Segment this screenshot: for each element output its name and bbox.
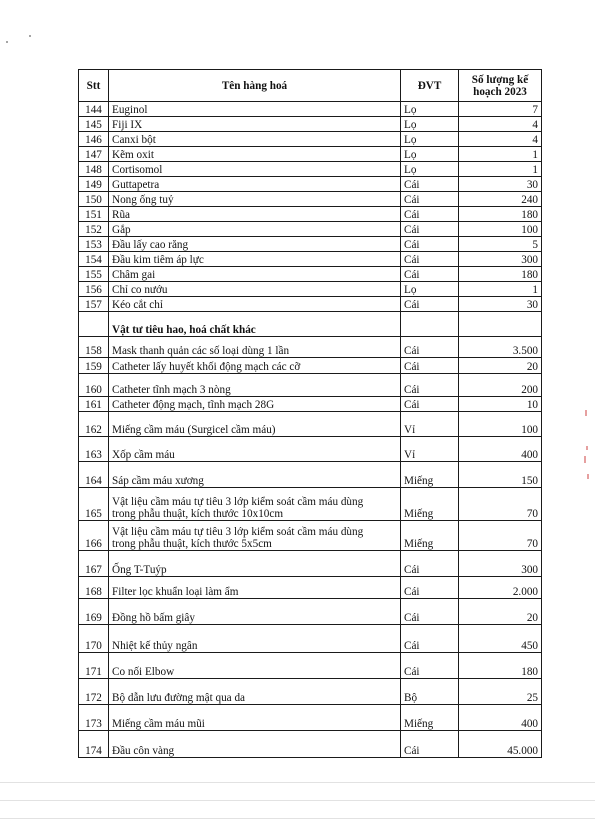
row-stt: 144 (79, 102, 109, 117)
row-item-name: Canxi bột (109, 132, 401, 147)
row-item-name-line2: trong phẫu thuật, kích thước 5x5cm (112, 538, 272, 550)
row-item-name: Filter lọc khuẩn loại làm ẩm (109, 577, 401, 599)
supply-plan-table (78, 69, 542, 758)
table-row (79, 358, 542, 374)
row-item-name: Chỉ co nướu (109, 282, 401, 297)
table-row (79, 132, 542, 147)
row-unit: Cái (401, 625, 459, 653)
table-row (79, 705, 542, 731)
row-quantity: 5 (459, 237, 542, 252)
scan-speck (6, 41, 8, 43)
row-unit: Miếng (401, 462, 459, 488)
row-unit: Cái (401, 358, 459, 374)
row-quantity: 150 (459, 462, 542, 488)
table-row (79, 102, 542, 117)
row-unit: Cái (401, 252, 459, 267)
row-unit: Cái (401, 374, 459, 397)
row-quantity: 300 (459, 252, 542, 267)
row-stt: 145 (79, 117, 109, 132)
row-unit: Cái (401, 577, 459, 599)
row-unit: Cái (401, 222, 459, 237)
row-item-name: Kẽm oxit (109, 147, 401, 162)
table-row (79, 437, 542, 462)
row-stt: 158 (79, 337, 109, 358)
row-stt: 146 (79, 132, 109, 147)
section-quantity-empty (459, 312, 542, 337)
table-row (79, 731, 542, 758)
row-unit: Cái (401, 297, 459, 312)
row-item-name: Đầu côn vàng (109, 731, 401, 758)
margin-mark (584, 456, 586, 463)
table-row (79, 177, 542, 192)
row-stt: 157 (79, 297, 109, 312)
row-unit: Cái (401, 237, 459, 252)
table-row (79, 521, 542, 551)
row-unit: Cái (401, 207, 459, 222)
table-row (79, 462, 542, 488)
row-item-name (109, 521, 401, 551)
row-unit: Lọ (401, 102, 459, 117)
row-item-name: Mask thanh quản các số loại dùng 1 lần (109, 337, 401, 358)
row-stt: 170 (79, 625, 109, 653)
row-unit: Cái (401, 653, 459, 679)
row-item-name: Fiji IX (109, 117, 401, 132)
row-unit: Cái (401, 731, 459, 758)
row-item-name: Catheter lấy huyết khối động mạch các cỡ (109, 358, 401, 374)
row-unit: Cái (401, 267, 459, 282)
row-quantity: 1 (459, 282, 542, 297)
row-item-name: Catheter động mạch, tĩnh mạch 28G (109, 397, 401, 412)
row-unit: Lọ (401, 147, 459, 162)
row-quantity: 400 (459, 705, 542, 731)
row-unit: Lọ (401, 162, 459, 177)
row-stt: 168 (79, 577, 109, 599)
table-row (79, 625, 542, 653)
row-item-name: Rũa (109, 207, 401, 222)
section-header-row (79, 312, 542, 337)
row-item-name: Bộ dẫn lưu đường mật qua da (109, 679, 401, 705)
row-quantity: 180 (459, 267, 542, 282)
row-stt: 154 (79, 252, 109, 267)
table-row (79, 412, 542, 437)
row-stt: 171 (79, 653, 109, 679)
row-stt: 156 (79, 282, 109, 297)
row-unit: Cái (401, 177, 459, 192)
table-row (79, 267, 542, 282)
row-quantity: 100 (459, 412, 542, 437)
row-unit: Lọ (401, 282, 459, 297)
row-item-name: Co nối Elbow (109, 653, 401, 679)
margin-mark (586, 446, 588, 450)
row-stt: 152 (79, 222, 109, 237)
row-quantity: 1 (459, 162, 542, 177)
scan-rule-line (0, 818, 595, 819)
row-stt: 150 (79, 192, 109, 207)
row-unit: Vỉ (401, 437, 459, 462)
scan-rule-line (0, 800, 595, 801)
row-stt: 165 (79, 488, 109, 521)
row-quantity: 45.000 (459, 731, 542, 758)
row-quantity: 180 (459, 207, 542, 222)
row-quantity: 10 (459, 397, 542, 412)
row-item-name: Catheter tĩnh mạch 3 nòng (109, 374, 401, 397)
row-item-name: Miếng cầm máu (Surgicel cầm máu) (109, 412, 401, 437)
row-unit: Bộ (401, 679, 459, 705)
row-stt: 147 (79, 147, 109, 162)
row-item-name: Nong ống tuỷ (109, 192, 401, 207)
row-item-name: Đầu kim tiêm áp lực (109, 252, 401, 267)
row-stt: 153 (79, 237, 109, 252)
row-unit: Cái (401, 551, 459, 577)
row-stt: 160 (79, 374, 109, 397)
row-quantity: 2.000 (459, 577, 542, 599)
row-stt: 164 (79, 462, 109, 488)
row-unit: Cái (401, 192, 459, 207)
table-row (79, 374, 542, 397)
row-stt: 163 (79, 437, 109, 462)
row-item-name: Đồng hồ bấm giây (109, 599, 401, 625)
table-row (79, 282, 542, 297)
row-quantity: 4 (459, 117, 542, 132)
row-unit: Lọ (401, 132, 459, 147)
row-unit: Cái (401, 599, 459, 625)
row-quantity: 70 (459, 521, 542, 551)
table-row (79, 653, 542, 679)
row-stt: 162 (79, 412, 109, 437)
table-row (79, 488, 542, 521)
row-quantity: 450 (459, 625, 542, 653)
row-stt: 173 (79, 705, 109, 731)
table-row (79, 207, 542, 222)
row-item-name: Nhiệt kế thủy ngân (109, 625, 401, 653)
row-stt: 151 (79, 207, 109, 222)
row-stt: 155 (79, 267, 109, 282)
header-unit: ĐVT (401, 70, 459, 102)
row-unit: Vỉ (401, 412, 459, 437)
row-stt: 167 (79, 551, 109, 577)
row-stt: 149 (79, 177, 109, 192)
section-unit-empty (401, 312, 459, 337)
row-item-name: Xốp cầm máu (109, 437, 401, 462)
table-row (79, 252, 542, 267)
table-row (79, 577, 542, 599)
table-row (79, 679, 542, 705)
table-header-row (79, 70, 542, 102)
table-row (79, 192, 542, 207)
header-item-name: Tên hàng hoá (109, 70, 401, 102)
row-unit: Cái (401, 337, 459, 358)
row-item-name: Đầu lấy cao răng (109, 237, 401, 252)
row-stt: 169 (79, 599, 109, 625)
header-stt: Stt (79, 70, 109, 102)
table-row (79, 397, 542, 412)
row-item-name: Euginol (109, 102, 401, 117)
row-item-name: Sáp cầm máu xương (109, 462, 401, 488)
header-quantity-line2: hoạch 2023 (473, 85, 527, 98)
row-unit: Miếng (401, 521, 459, 551)
row-quantity: 240 (459, 192, 542, 207)
row-item-name-line1: Vật liệu cầm máu tự tiêu 3 lớp kiểm soát cầm máu dùng (112, 496, 364, 508)
row-quantity: 3.500 (459, 337, 542, 358)
row-item-name: Guttapetra (109, 177, 401, 192)
row-quantity: 100 (459, 222, 542, 237)
table-row (79, 237, 542, 252)
row-quantity: 20 (459, 358, 542, 374)
row-item-name: Miếng cầm máu mũi (109, 705, 401, 731)
row-unit: Cái (401, 397, 459, 412)
row-item-name: Ống T-Tuýp (109, 551, 401, 577)
table-row (79, 599, 542, 625)
table-row (79, 162, 542, 177)
header-quantity-line1: Số lượng kế (471, 73, 529, 86)
row-unit: Miếng (401, 705, 459, 731)
row-quantity: 400 (459, 437, 542, 462)
row-stt: 172 (79, 679, 109, 705)
row-item-name: Gắp (109, 222, 401, 237)
row-unit: Lọ (401, 117, 459, 132)
row-quantity: 70 (459, 488, 542, 521)
row-quantity: 20 (459, 599, 542, 625)
margin-mark (587, 474, 589, 479)
section-stt-empty (79, 312, 109, 337)
row-quantity: 30 (459, 177, 542, 192)
scan-rule-line (0, 782, 595, 783)
row-quantity: 180 (459, 653, 542, 679)
margin-mark (585, 410, 587, 416)
section-title: Vật tư tiêu hao, hoá chất khác (109, 312, 401, 337)
row-quantity: 4 (459, 132, 542, 147)
row-quantity: 30 (459, 297, 542, 312)
header-quantity (459, 70, 542, 102)
table-row (79, 337, 542, 358)
row-quantity: 7 (459, 102, 542, 117)
row-stt: 159 (79, 358, 109, 374)
table-row (79, 222, 542, 237)
row-stt: 166 (79, 521, 109, 551)
row-stt: 148 (79, 162, 109, 177)
row-item-name: Châm gai (109, 267, 401, 282)
table-row (79, 117, 542, 132)
table-row (79, 147, 542, 162)
row-quantity: 25 (459, 679, 542, 705)
row-quantity: 1 (459, 147, 542, 162)
table-row (79, 297, 542, 312)
row-item-name: Kéo cắt chỉ (109, 297, 401, 312)
row-item-name (109, 488, 401, 521)
row-quantity: 300 (459, 551, 542, 577)
row-stt: 161 (79, 397, 109, 412)
row-item-name: Cortisomol (109, 162, 401, 177)
table-row (79, 551, 542, 577)
row-item-name-line1: Vật liệu cầm máu tự tiêu 3 lớp kiểm soát cầm máu dùng (112, 526, 364, 538)
row-stt: 174 (79, 731, 109, 758)
row-quantity: 200 (459, 374, 542, 397)
row-unit: Miếng (401, 488, 459, 521)
row-item-name-line2: trong phẫu thuật, kích thước 10x10cm (112, 508, 284, 520)
scan-speck (29, 35, 31, 37)
